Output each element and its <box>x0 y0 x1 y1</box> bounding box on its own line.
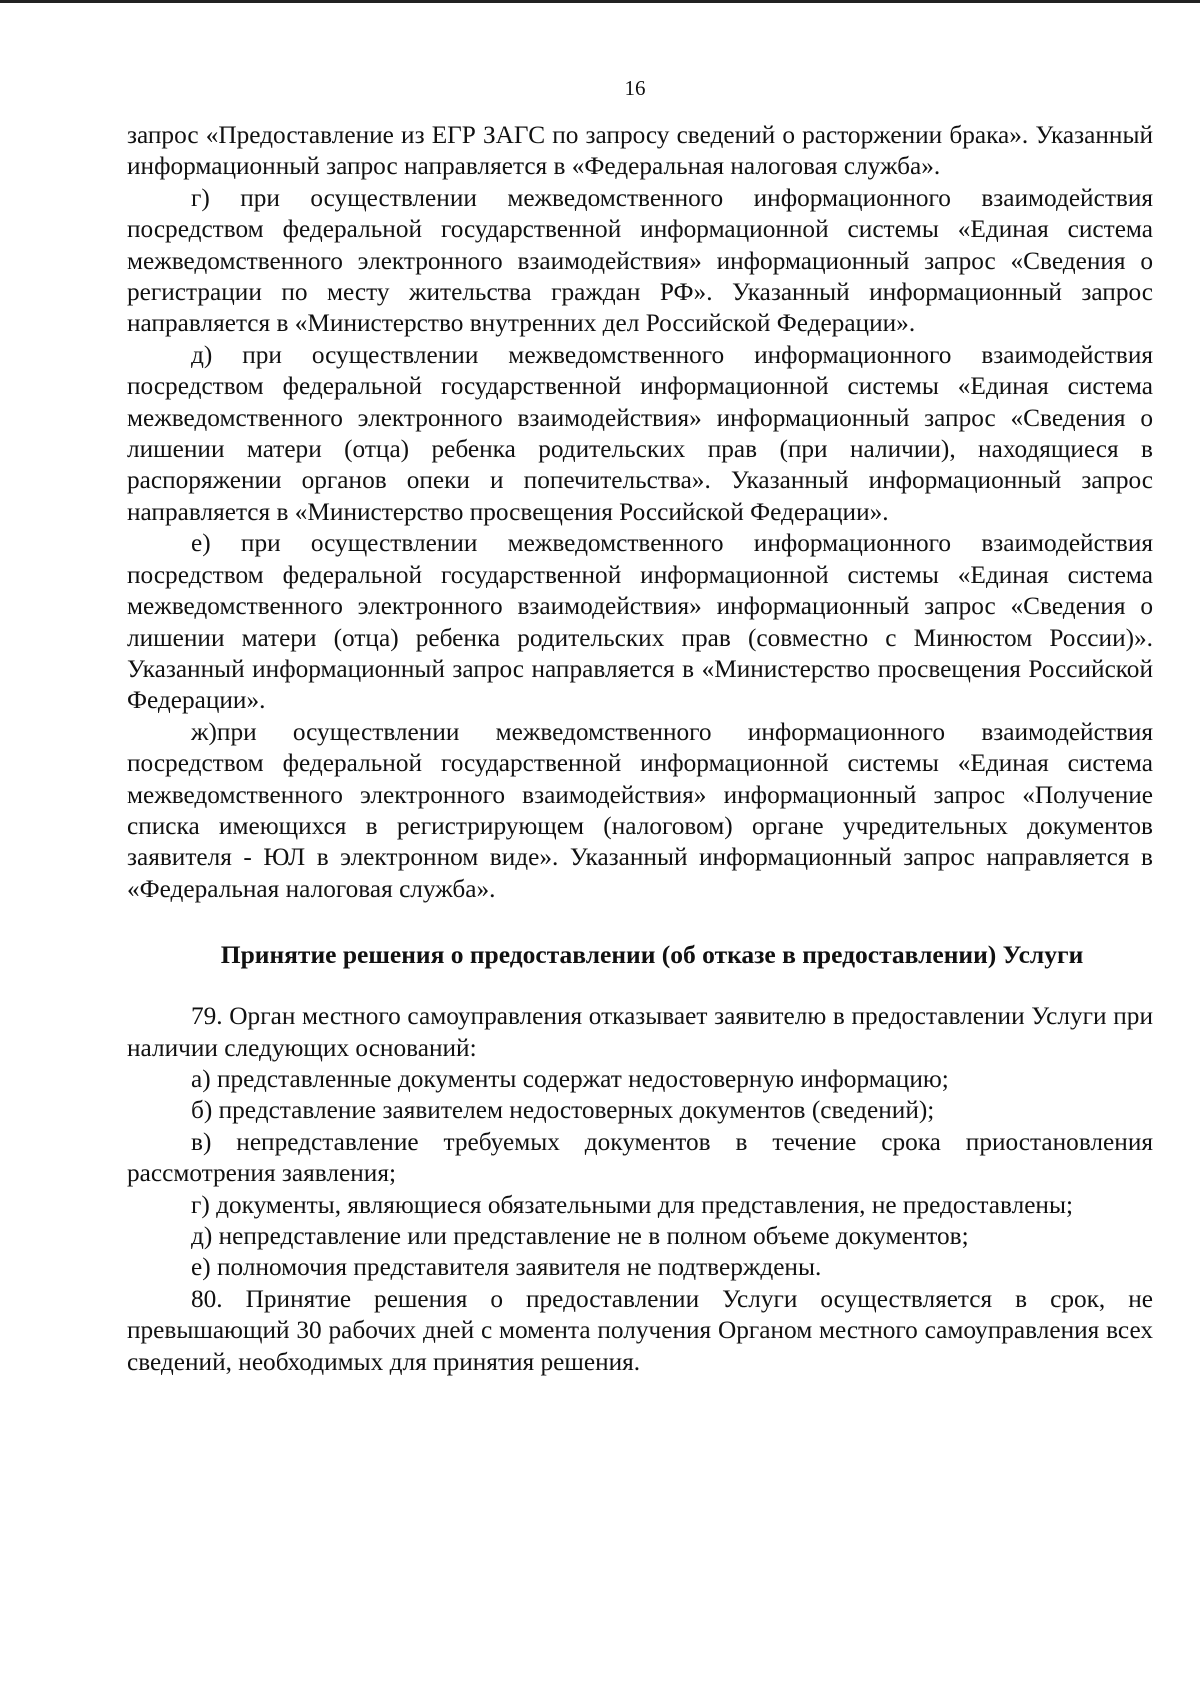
paragraph-79-b: б) представление заявителем недостоверных документов (сведений); <box>191 1096 935 1125</box>
paragraph-item-d: д) при осуществлении межведомственного информационного взаимодействия посредством федеральной государственной информационной системы «Единая система межведомственного электронного взаимодействия» информационный запрос «Сведения о лишении матери (отца) ребенка родительских прав (при наличии), находящиеся в распоряжении органов опеки и попечительства». Указанный информационный запрос направляется в «Министерство просвещения Российской Федерации». <box>127 340 1153 526</box>
document-body <box>127 120 1153 1378</box>
top-paragraphs <box>127 120 1153 905</box>
paragraph-item-zh: ж)при осуществлении межведомственного информационного взаимодействия посредством федеральной государственной информационной системы «Единая система межведомственного электронного взаимодействия» информационный запрос «Получение списка имеющихся в регистрирующем (налоговом) органе учредительных документов заявителя - ЮЛ в электронном виде». Указанный информационный запрос направляется в «Федеральная налоговая служба». <box>127 717 1153 903</box>
page-number: 16 <box>624 76 646 100</box>
paragraph-79-e: е) полномочия представителя заявителя не подтверждены. <box>191 1253 822 1282</box>
paragraph-79-v: в) непредставление требуемых документов в течение срока приостановления рассмотрения заявления; <box>127 1127 1153 1188</box>
paragraph-79-g: г) документы, являющиеся обязательными для представления, не предоставлены; <box>191 1190 1073 1219</box>
paragraph-80: 80. Принятие решения о предоставлении Услуги осуществляется в срок, не превышающий 30 рабочих дней с момента получения Органом местного самоуправления всех сведений, необходимых для принятия решения. <box>127 1284 1153 1376</box>
paragraph-item-e: е) при осуществлении межведомственного информационного взаимодействия посредством федеральной государственной информационной системы «Единая система межведомственного электронного взаимодействия» информационный запрос «Сведения о лишении матери (отца) ребенка родительских прав (совместно с Минюстом России)». Указанный информационный запрос направляется в «Министерство просвещения Российской Федерации». <box>127 529 1153 715</box>
top-border-line <box>0 0 1200 3</box>
paragraph-continuation: запрос «Предоставление из ЕГР ЗАГС по запросу сведений о расторжении брака». Указанный информационный запрос направляется в «Федеральная налоговая служба». <box>127 121 1153 181</box>
paragraph-79-a: а) представленные документы содержат недостоверную информацию; <box>191 1064 949 1093</box>
paragraph-item-g: г) при осуществлении межведомственного информационного взаимодействия посредством федеральной государственной информационной системы «Единая система межведомственного электронного взаимодействия» информационный запрос «Сведения о регистрации по месту жительства граждан РФ». Указанный информационный запрос направляется в «Министерство внутренних дел Российской Федерации». <box>127 183 1153 338</box>
paragraph-79: 79. Орган местного самоуправления отказывает заявителю в предоставлении Услуги при наличии следующих оснований: <box>127 1002 1153 1062</box>
bottom-paragraphs <box>127 1001 1153 1378</box>
paragraph-79-d: д) непредставление или представление не в полном объеме документов; <box>191 1222 969 1250</box>
section-heading: Принятие решения о предоставлении (об отказе в предоставлении) Услуги <box>220 940 1084 970</box>
